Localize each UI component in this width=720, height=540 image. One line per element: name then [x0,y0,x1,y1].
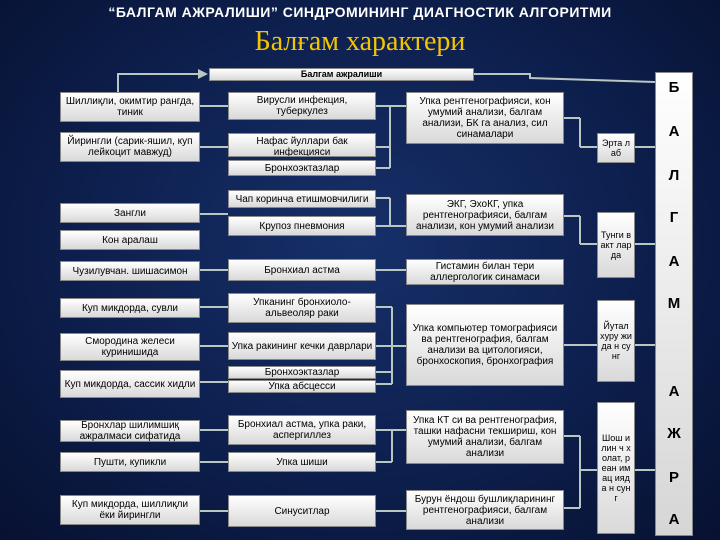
disease-box: Упка ракининг кечки даврлари [228,332,376,360]
disease-box: Нафас йуллари бак инфекцияси [228,133,376,157]
investigation-box: Упка рентгенографияси, кон умумий анализи, балгам анализи, БК га анализ, сил синамалари [406,92,564,144]
disease-box: Бронхиал астма [228,259,376,281]
investigation-box: Гистамин билан тери аллергологик синамаси [406,259,564,285]
symptom-box: Йирингли (сарик-яшил, куп лейкоцит мавжуд) [60,132,200,162]
disease-box: Синуситлар [228,495,376,527]
side-letter: М [667,295,681,312]
slide-title: “БАЛГАМ АЖРАЛИШИ” СИНДРОМИНИНГ ДИАГНОСТИК АЛГОРИТМИ [108,4,612,20]
disease-box: Упка шиши [228,452,376,472]
symptom-box: Пушти, купикли [60,452,200,472]
time-box: Шош илин ч холат, реан имац ияда н сунг [597,402,635,534]
symptom-box: Бронхлар шилимшиқ ажралмаси сифатида [60,420,200,442]
time-box: Эрта лаб [597,133,635,163]
side-letter: А [668,253,680,270]
symptom-box: Смородина желеси куринишида [60,333,200,361]
symptom-box: Куп микдорда, шиллиқли ёки йирингли [60,495,200,525]
symptom-box: Куп микдорда, сассик хидли [60,370,200,398]
symptom-box: Чузилувчан. шишасимон [60,261,200,281]
time-box: Йутал хуру жида н сунг [597,300,635,382]
investigation-box: Упка КТ си ва рентгенография, ташки нафасни текшириш, кон умумий анализи, балгам анализи [406,410,564,464]
side-letter: Ж [667,425,681,442]
investigation-box: Бурун ёндош бушлиқларининг рентгенографияси, балгам анализи [406,490,564,530]
investigation-box: ЭКГ, ЭхоКГ, упка рентгенографияси, балгам анализи, кон умумий анализи [406,194,564,236]
side-letter: А [668,383,680,400]
symptom-box: Зангли [60,203,200,223]
side-bar-balgam-ajrala [655,72,693,536]
slide-subtitle: Балғам характери [254,26,466,57]
side-letter: Б [668,79,680,96]
disease-box: Крупоз пневмония [228,216,376,236]
symptom-box: Шиллиқли, окимтир рангда, тиник [60,92,200,122]
disease-box: Бронхоэктазлар [228,160,376,176]
investigation-box: Упка компьютер томографияси ва рентгенография, балгам анализи ва цитологияси, бронхоскопия, бронхография [406,304,564,386]
disease-box: Вирусли инфекция, туберкулез [228,92,376,120]
side-letter: А [668,511,680,528]
side-letter: Г [669,209,679,226]
side-letter: Л [668,167,680,184]
symptom-box: Кон аралаш [60,230,200,250]
side-letter: А [668,123,680,140]
symptom-box: Куп микдорда, сувли [60,298,200,318]
time-box: Тунги вакт ларда [597,212,635,278]
disease-box: Упканинг бронхиоло-альвеоляр раки [228,293,376,323]
header-box: Балгам ажралиши [209,68,474,81]
side-letter: Р [668,469,679,486]
disease-box: Упка абсцесси [228,380,376,393]
disease-box: Чап коринча етишмовчилиги [228,190,376,208]
disease-box: Бронхоэктазлар [228,366,376,379]
disease-box: Бронхиал астма, упка раки, аспергиллез [228,415,376,445]
